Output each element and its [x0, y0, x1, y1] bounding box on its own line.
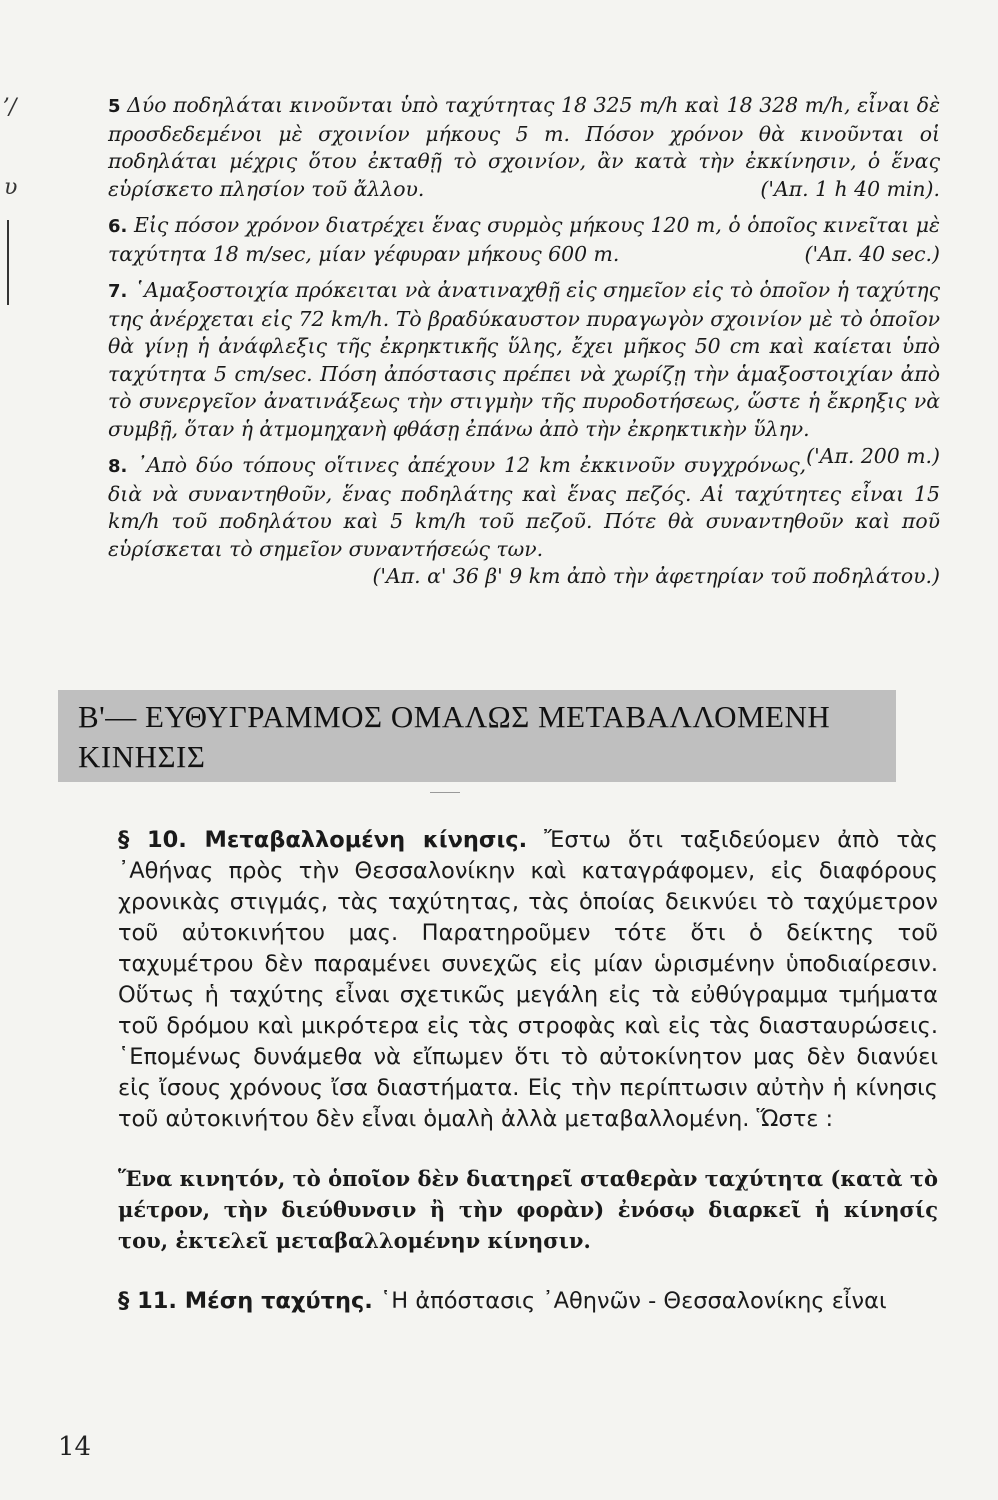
margin-mark: υ [4, 175, 18, 200]
paragraph-text: Ἔστω ὅτι ταξιδεύομεν ἀπὸ τὰς ᾿Αθήνας πρὸς τὴν Θεσσαλονίκην καὶ καταγράφομεν, εἰς διαφόρους χρονικὰς στιγμάς, τὰς ταχύτητας, τὰς ὁποίας δεικνύει τὸ ταχύμετρον τοῦ αὐτοκινήτου μας. Παρατηροῦμεν τότε ὅτι ὁ δείκτης τοῦ ταχυμέτρου δὲν παραμένει συνεχῶς εἰς μίαν ὡρισμένην ὑποδιαίρεσιν. Οὕτως ἡ ταχύτης εἶναι σχετικῶς μεγάλη εἰς τὰ εὐθύγραμμα τμήματα τοῦ δρόμου καὶ μικρότερα εἰς τὰς στροφὰς καὶ εἰς τὰς διασταυρώσεις. ῾Επομένως δυνάμεθα νὰ εἴπωμεν ὅτι τὸ αὐτοκίνητον μας δὲν διανύει εἰς ἴσους χρόνους ἴσα διαστήματα. Εἰς τὴν περίπτωσιν αὐτὴν ἡ κίνησις τοῦ αὐτοκινήτου δὲν εἶναι ὁμαλὴ ἀλλὰ μεταβαλλομένη. Ὥστε : [118, 827, 938, 1132]
page-number: 14 [58, 1432, 92, 1462]
divider [430, 792, 460, 793]
exercise-number: 5 [108, 96, 121, 117]
paragraph-sec10 [118, 825, 938, 1135]
body-text [118, 825, 938, 1317]
exercise-number: 7. [108, 281, 128, 302]
exercise-item [108, 212, 940, 268]
section-heading: § 10. Μεταβαλλομένη κίνησις. [118, 827, 528, 853]
definition: Ἕνα κινητόν, τὸ ὁποῖον δὲν διατηρεῖ σταθερὰν ταχύτητα (κατὰ τὸ μέτρον, τὴν διεύθυνσιν ἢ τὴν φορὰν) ἐνόσῳ διαρκεῖ ἡ κίνησίς του, ἐκτελεῖ μεταβαλλομένην κίνησιν. [118, 1166, 938, 1253]
margin-mark: ʼ/ [2, 95, 17, 120]
section-heading: § 11. Μέση ταχύτης. [118, 1288, 373, 1314]
exercise-item [108, 277, 941, 468]
section-title-line: ΚΙΝΗΣΙΣ [78, 739, 206, 774]
exercise-answer: ('Απ. α' 36 β' 9 km ἀπὸ τὴν ἀφετηρίαν τοῦ ποδηλάτου.) [372, 564, 940, 588]
section-title-line: Β'— ΕΥΘΥΓΡΑΜΜΟΣ ΟΜΑΛΩΣ ΜΕΤΑΒΑΛΛΟΜΕΝΗ [78, 699, 831, 734]
exercise-answer: ('Απ. 40 sec.) [804, 241, 940, 266]
exercise-text: Εἰς πόσον χρόνον διατρέχει ἕνας συρμὸς μήκους 120 m, ὁ ὁποῖος κινεῖται μὲ ταχύτητα 18 m/sec, μίαν γέφυραν μήκους 600 m. [108, 213, 940, 266]
exercise-answer: ('Απ. 200 m.) [806, 444, 940, 468]
margin-line [7, 220, 9, 305]
exercise-item [108, 92, 940, 203]
exercise-list [108, 92, 940, 591]
exercise-text: Δύο ποδηλάται κινοῦνται ὑπὸ ταχύτητας 18 325 m/h καὶ 18 328 m/h, εἶναι δὲ προσδεδεμένοι μὲ σχοινίον μήκους 5 m. Πόσον χρόνον θὰ κινοῦνται οἱ ποδηλάται μέχρις ὅτου ἐκταθῇ τὸ σχοινίον, ἂν κατὰ τὴν ἐκκίνησιν, ὁ ἕνας εὑρίσκετο πλησίον τοῦ ἄλλου. [108, 93, 941, 201]
exercise-answer: ('Απ. 1 h 40 min). [760, 176, 940, 201]
paragraph-sec11 [118, 1286, 938, 1317]
exercise-text: ῾Αμαξοστοιχία πρόκειται νὰ ἀνατιναχθῇ εἰς σημεῖον εἰς τὸ ὁποῖον ἡ ταχύτης της ἀνέρχεται εἰς 72 km/h. Τὸ βραδύκαυστον πυραγωγὸν σχοινίον μὲ τὸ ὁποῖον θὰ γίνῃ ἡ ἀνάφλεξις τῆς ἐκρηκτικῆς ὕλης, ἔχει μῆκος 50 cm καὶ καίεται ὑπὸ ταχύτητα 5 cm/sec. Πόση ἀπόστασις πρέπει νὰ χωρίζῃ τὴν ἁμαξοστοιχίαν ἀπὸ τὸ συνεργεῖον ἀνατινάξεως τὴν στιγμὴν τῆς πυροδοτήσεως, ὥστε ἡ ἔκρηξις νὰ συμβῇ, ὅταν ἡ ἀτμομηχανὴ φθάσῃ ἐπάνω ἀπὸ τὴν ἐκρηκτικὴν ὕλην. [108, 278, 941, 441]
paragraph-text: ῾Η ἀπόστασις ᾿Αθηνῶν - Θεσσαλονίκης εἶναι [380, 1288, 887, 1314]
exercise-number: 8. [108, 456, 128, 477]
exercise-number: 6. [108, 216, 128, 237]
exercise-text: ᾿Απὸ δύο τόπους οἵτινες ἀπέχουν 12 km ἐκκινοῦν συγχρόνως, διὰ νὰ συναντηθοῦν, ἕνας ποδηλάτης καὶ ἕνας πεζός. Αἱ ταχύτητες εἶναι 15 km/h τοῦ ποδηλάτου καὶ 5 km/h τοῦ πεζοῦ. Πότε θὰ συναντηθοῦν καὶ ποῦ εὑρίσκεται τὸ σημεῖον συναντήσεώς των. [108, 453, 940, 561]
section-title [78, 697, 908, 777]
